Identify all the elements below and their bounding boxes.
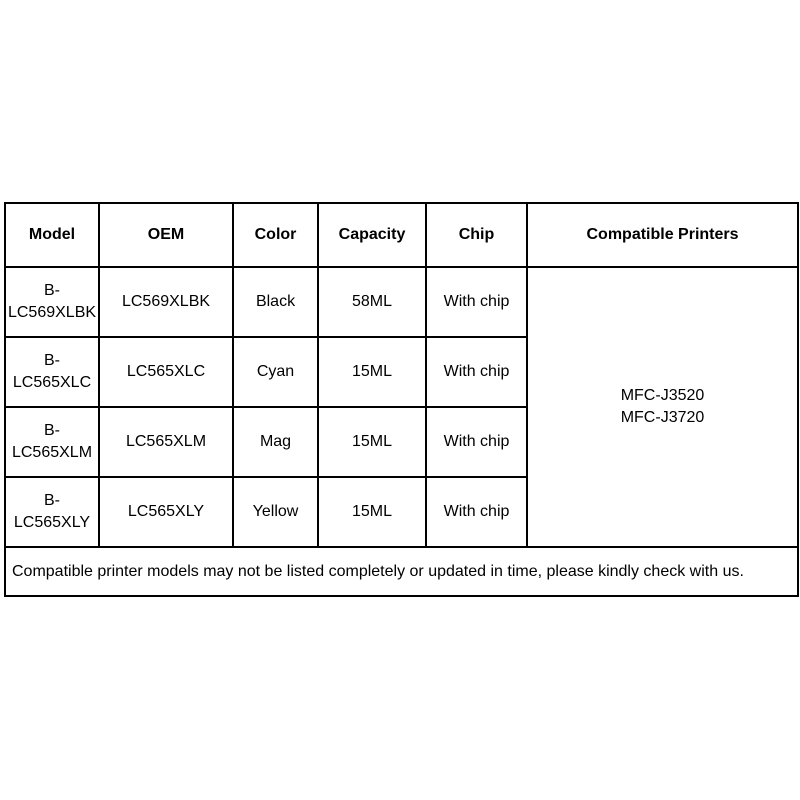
- header-row: [5, 203, 798, 267]
- color-cell: Yellow: [233, 477, 318, 547]
- capacity-cell: 58ML: [318, 267, 426, 337]
- table-row: [5, 267, 798, 337]
- model-cell: B-LC569XLBK: [5, 267, 99, 337]
- oem-cell: LC565XLM: [99, 407, 233, 477]
- footer-note: Compatible printer models may not be listed completely or updated in time, please kindly check with us.: [5, 547, 798, 596]
- oem-cell: LC569XLBK: [99, 267, 233, 337]
- column-header-compatible-printers: Compatible Printers: [527, 203, 798, 267]
- chip-cell: With chip: [426, 477, 527, 547]
- chip-cell: With chip: [426, 337, 527, 407]
- cartridge-spec-table: [4, 202, 799, 597]
- capacity-cell: 15ML: [318, 477, 426, 547]
- column-header-chip: Chip: [426, 203, 527, 267]
- capacity-cell: 15ML: [318, 337, 426, 407]
- column-header-model: Model: [5, 203, 99, 267]
- model-cell: B-LC565XLM: [5, 407, 99, 477]
- printer-model: MFC-J3520: [620, 386, 705, 404]
- column-header-oem: OEM: [99, 203, 233, 267]
- oem-cell: LC565XLY: [99, 477, 233, 547]
- model-cell: B-LC565XLC: [5, 337, 99, 407]
- capacity-cell: 15ML: [318, 407, 426, 477]
- chip-cell: With chip: [426, 267, 527, 337]
- color-cell: Cyan: [233, 337, 318, 407]
- column-header-capacity: Capacity: [318, 203, 426, 267]
- compatible-printers-cell: [527, 267, 798, 547]
- printer-model: MFC-J3720: [620, 409, 705, 426]
- chip-cell: With chip: [426, 407, 527, 477]
- color-cell: Black: [233, 267, 318, 337]
- model-cell: B-LC565XLY: [5, 477, 99, 547]
- color-cell: Mag: [233, 407, 318, 477]
- oem-cell: LC565XLC: [99, 337, 233, 407]
- footer-row: [5, 547, 798, 596]
- column-header-color: Color: [233, 203, 318, 267]
